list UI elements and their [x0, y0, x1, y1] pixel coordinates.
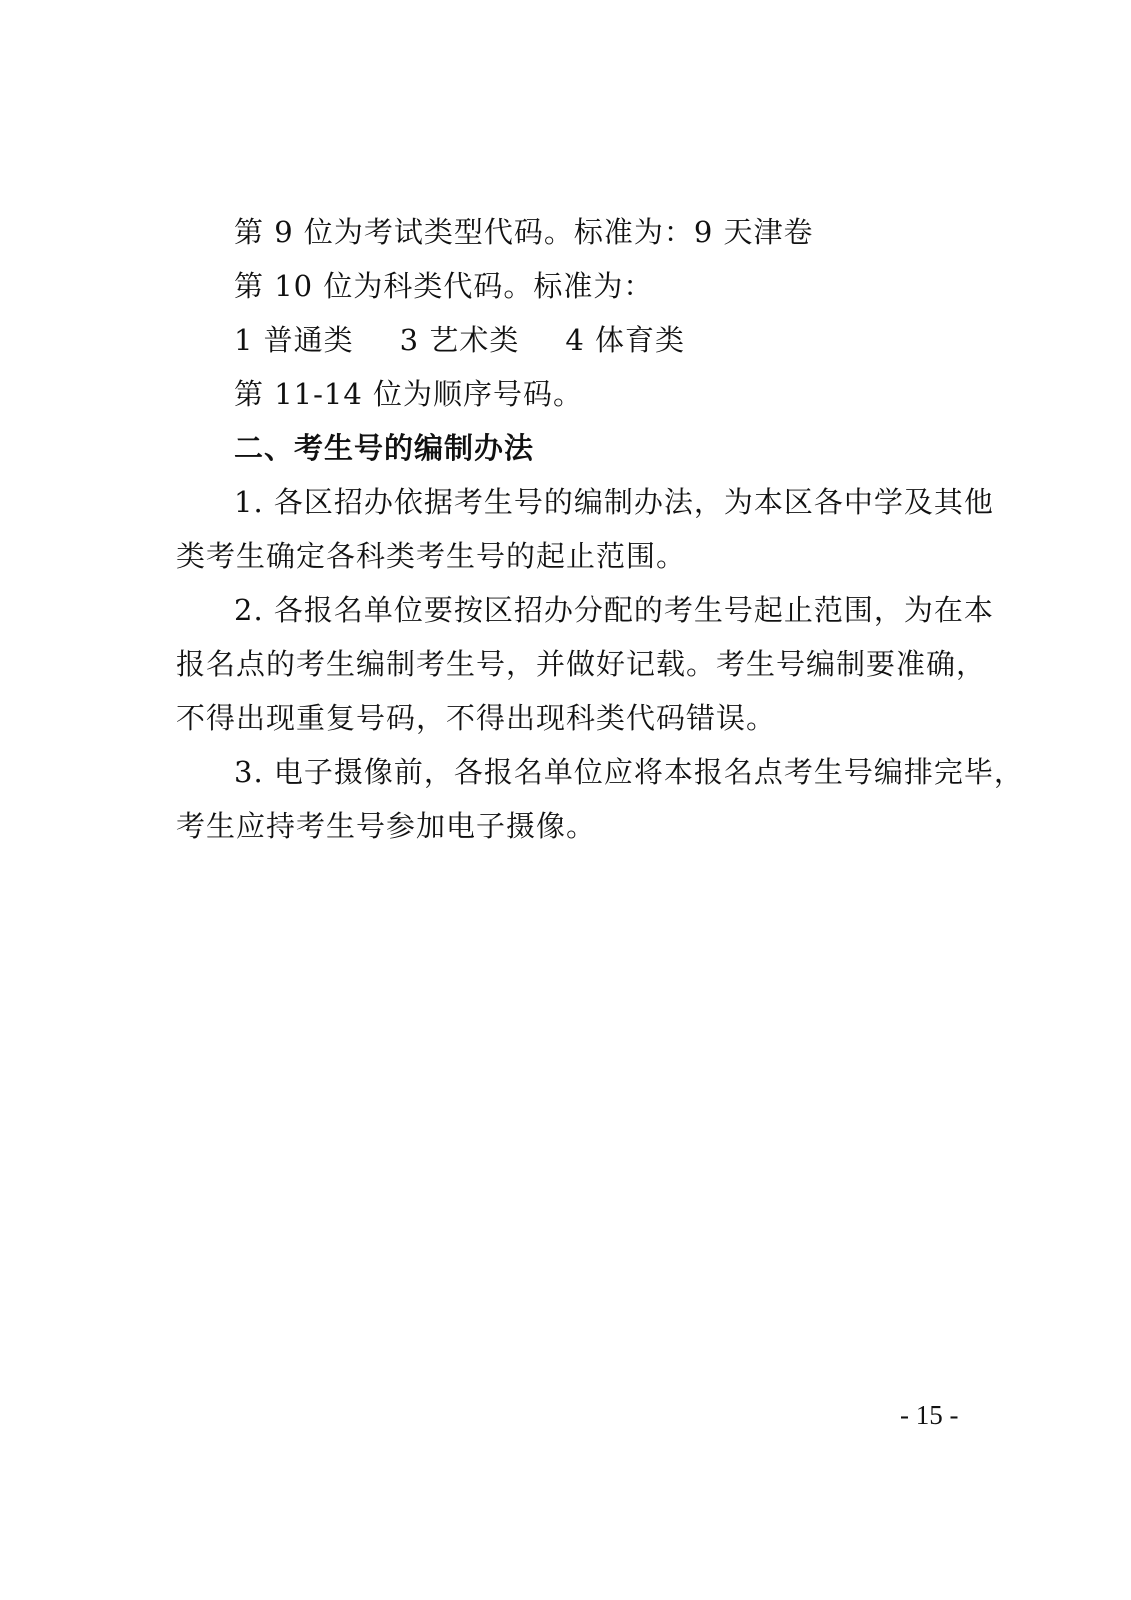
list-item-line: 考生应持考生号参加电子摄像。	[176, 809, 597, 843]
subject-category-list	[176, 313, 996, 367]
page-number: - 15 -	[900, 1400, 959, 1430]
list-item	[176, 745, 1024, 853]
sequence-number-line: 第 11-14 位为顺序号码。	[234, 377, 584, 411]
list-item-line: 不得出现重复号码，不得出现科类代码错误。	[176, 701, 777, 735]
list-item-line: 1. 各区招办依据考生号的编制办法，为本区各中学及其他	[234, 485, 994, 519]
section-heading: 二、考生号的编制办法	[234, 431, 535, 465]
list-item-line: 类考生确定各科类考生号的起止范围。	[176, 539, 687, 573]
category-art: 3 艺术类	[399, 323, 520, 357]
category-general: 1 普通类	[234, 323, 354, 357]
document-body	[176, 205, 1024, 853]
exam-type-code-line: 第 9 位为考试类型代码。标准为：9 天津卷	[234, 215, 814, 249]
list-item	[176, 583, 996, 745]
list-item-line: 报名点的考生编制考生号，并做好记载。考生号编制要准确，	[176, 647, 987, 681]
list-item-line: 2. 各报名单位要按区招办分配的考生号起止范围，为在本	[234, 593, 994, 627]
list-item	[176, 475, 996, 583]
list-item-line: 3. 电子摄像前，各报名单位应将本报名点考生号编排完毕，	[234, 755, 1024, 789]
category-sports: 4 体育类	[565, 323, 686, 357]
subject-code-line: 第 10 位为科类代码。标准为：	[234, 269, 654, 303]
